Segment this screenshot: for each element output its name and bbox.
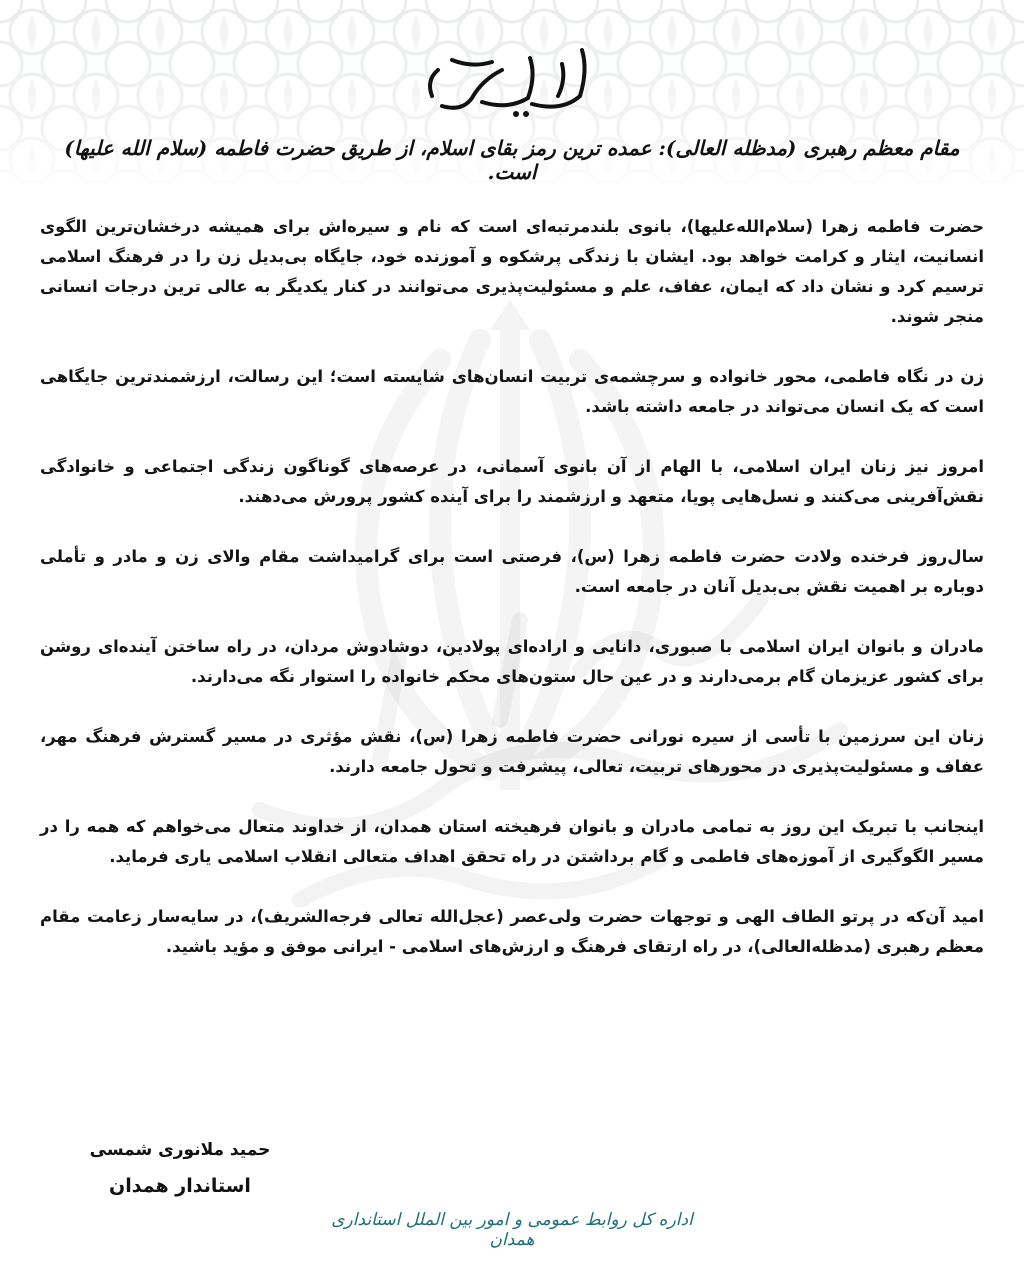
leader-quote: مقام معظم رهبری (مدظله العالی): عمده ترین رمز بقای اسلام، از طریق حضرت فاطمه (سلام الله علیها) است. <box>64 136 960 184</box>
paragraph: سال‌روز فرخنده ولادت حضرت فاطمه زهرا (س)، فرصتی است برای گرامیداشت مقام والای زن و مادر و تأملی دوباره بر اهمیت نقش بی‌بدیل آنان در جامعه است. <box>40 547 984 596</box>
paragraph: زن در نگاه فاطمی، محور خانواده و سرچشمه‌ی تربیت انسان‌های شایسته است؛ این رسالت، ارزشمندترین جایگاهی است که یک انسان می‌تواند در جامعه داشته باشد. <box>40 367 984 416</box>
paragraph: امید آن‌که در پرتو الطاف الهی و توجهات حضرت ولی‌عصر (عجل‌الله تعالی فرجه‌الشریف)، در سایه‌سار زعامت مقام معظم رهبری (مدظله‌العالی)، در راه ارتقای فرهنگ و ارزش‌های اسلامی - ایرانی موفق و مؤید باشید. <box>40 907 984 956</box>
paragraph: امروز نیز زنان ایران اسلامی، با الهام از آن بانوی آسمانی، در عرصه‌های گوناگون زندگی اجتماعی و خانوادگی نقش‌آفرینی می‌کنند و نسل‌هایی پویا، متعهد و ارزشمند را برای آینده کشور پرورش می‌دهند. <box>40 457 984 506</box>
footer-department: اداره کل روابط عمومی و امور بین الملل استانداری همدان <box>331 1210 693 1250</box>
letter-body <box>40 212 984 992</box>
paragraph: زنان این سرزمین با تأسی از سیره نورانی حضرت فاطمه زهرا (س)، نقش مؤثری در مسیر گسترش فرهنگ مهر، عفاف و مسئولیت‌پذیری در محورهای تربیت، تعالی، پیشرفت و تحول جامعه دارند. <box>40 727 984 776</box>
signature-block <box>80 1135 280 1203</box>
paragraph: مادران و بانوان ایران اسلامی با صبوری، دانایی و اراده‌ای پولادین، دوشادوش مردان، در راه ساختن آینده‌ای روشن برای کشور عزیزمان گام برمی‌دارند و در عین حال ستون‌های محکم خانواده را استوار نگه می‌دارند. <box>40 637 984 686</box>
signer-name: حمید ملانوری شمسی <box>89 1140 271 1160</box>
paragraph: حضرت فاطمه زهرا (سلام‌الله‌علیها)، بانوی بلندمرتبه‌ای است که نام و سیره‌اش برای همیشه درخشان‌ترین الگوی انسانیت، ایثار و کرامت خواهد بود. ایشان با زندگی پرشکوه و آموزنده خود، جایگاه بی‌بدیل زن را در فرهنگ اسلامی ترسیم کرد و نشان داد که ایمان، عفاف، علم و مسئولیت‌پذیری می‌توانند در کنار یکدیگر به عالی ترین درجات انسانی منجر شوند. <box>40 217 984 326</box>
paragraph: اینجانب با تبریک این روز به تمامی مادران و بانوان فرهیخته استان همدان، از خداوند متعال می‌خواهم که همه را در مسیر الگوگیری از آموزه‌های فاطمی و گام برداشتن در راه تحقق اهداف متعالی انقلاب اسلامی یاری فرماید. <box>40 817 984 866</box>
signer-title: استاندار همدان <box>109 1175 251 1197</box>
invocation-calligraphy-icon <box>412 40 612 120</box>
